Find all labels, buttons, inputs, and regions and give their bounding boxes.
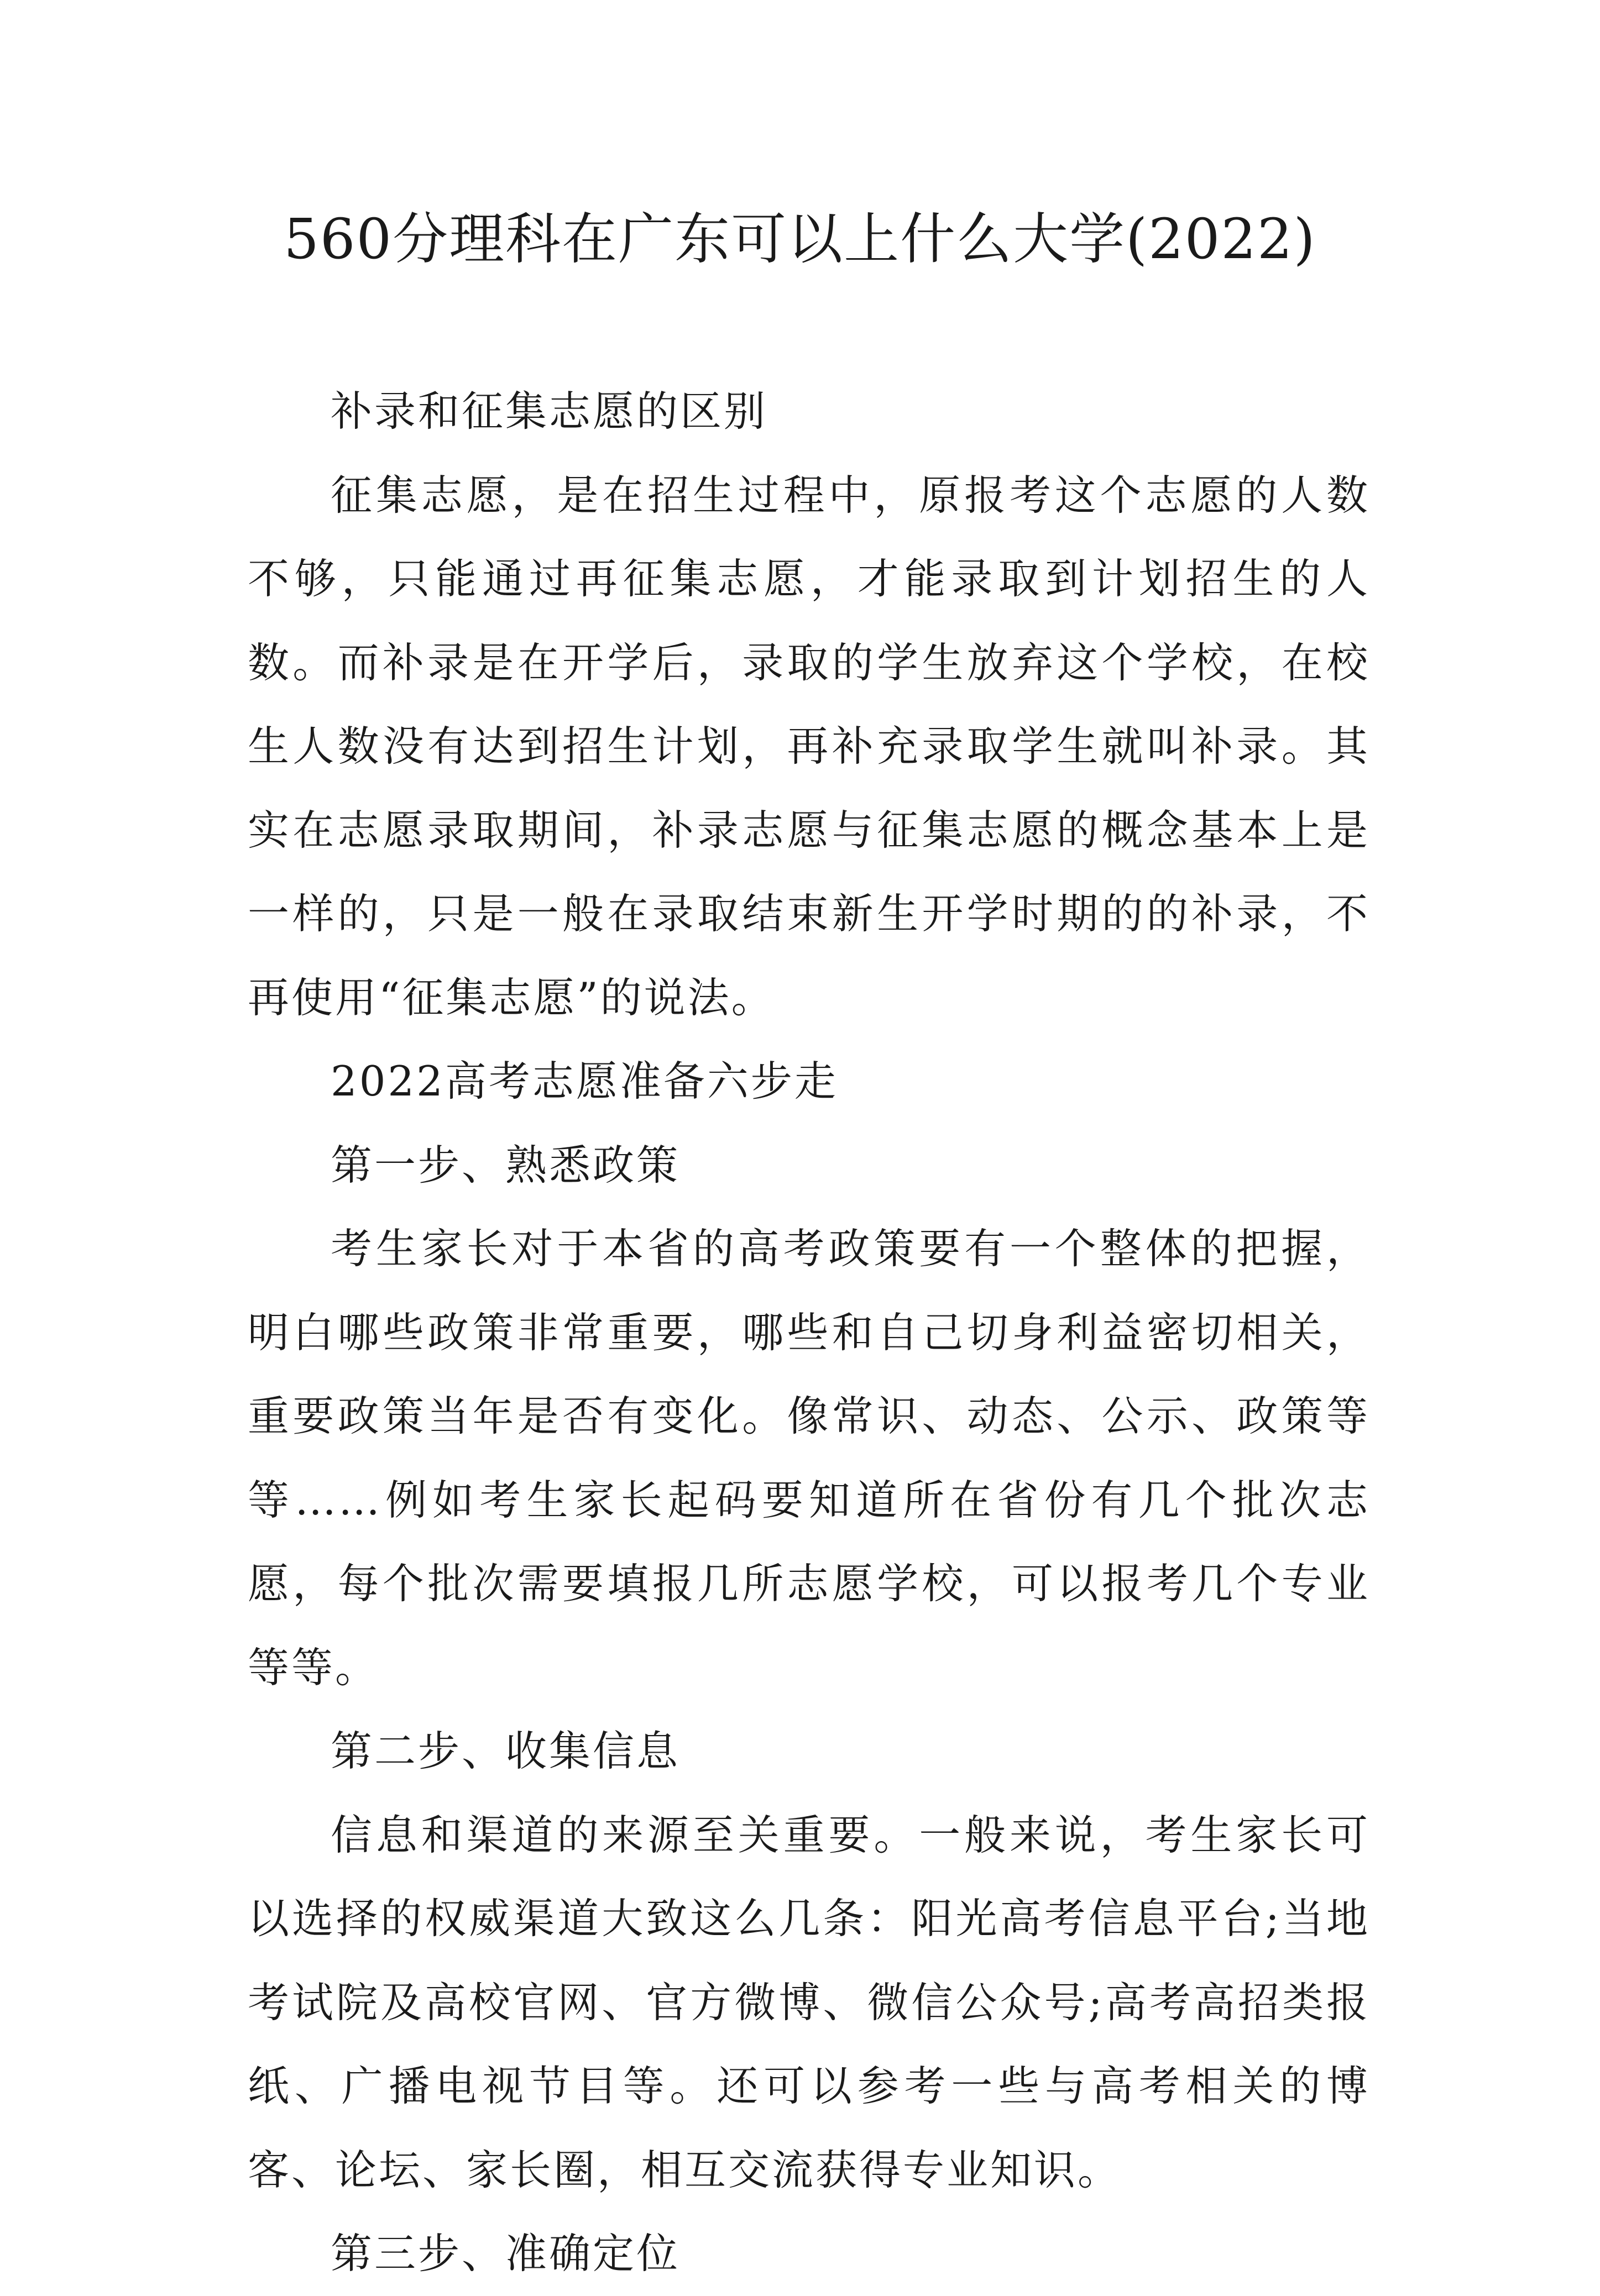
step-heading-2: 第二步、收集信息 (331, 1727, 681, 1775)
paragraph-collection-vs-supplement: 征集志愿，是在招生过程中，原报考这个志愿的人数不够，只能通过再征集志愿，才能录取到计划招生的人数。而补录是在开学后，录取的学生放弃这个学校，在校生人数没有达到招生计划，再补充录取学生就叫补录。其实在志愿录取期间，补录志愿与征集志愿的概念基本上是一样的，只是一般在录取结束新生开学时期的的补录，不再使用“征集志愿”的说法。 (248, 470, 1370, 1022)
step-heading-1: 第一步、熟悉政策 (331, 1140, 681, 1189)
section-heading-six-steps: 2022高考志愿准备六步走 (331, 1057, 838, 1105)
document-title: 560分理科在广东可以上什么大学(2022) (284, 207, 1316, 271)
paragraph-step-1: 考生家长对于本省的高考政策要有一个整体的把握，明白哪些政策非常重要，哪些和自己切身利益密切相关，重要政策当年是否有变化。像常识、动态、公示、政策等等……例如考生家长起码要知道所在省份有几个批次志愿，每个批次需要填报几所志愿学校，可以报考几个专业等等。 (248, 1224, 1370, 1692)
paragraph-step-2: 信息和渠道的来源至关重要。一般来说，考生家长可以选择的权威渠道大致这么几条：阳光高考信息平台;当地考试院及高校官网、官方微博、微信公众号;高考高招类报纸、广播电视节目等。还可以参考一些与高考相关的博客、论坛、家长圈，相互交流获得专业知识。 (248, 1810, 1370, 2194)
step-heading-3: 第三步、准确定位 (331, 2229, 681, 2278)
section-heading-difference: 补录和征集志愿的区别 (331, 387, 768, 436)
document-body (248, 370, 1370, 2296)
